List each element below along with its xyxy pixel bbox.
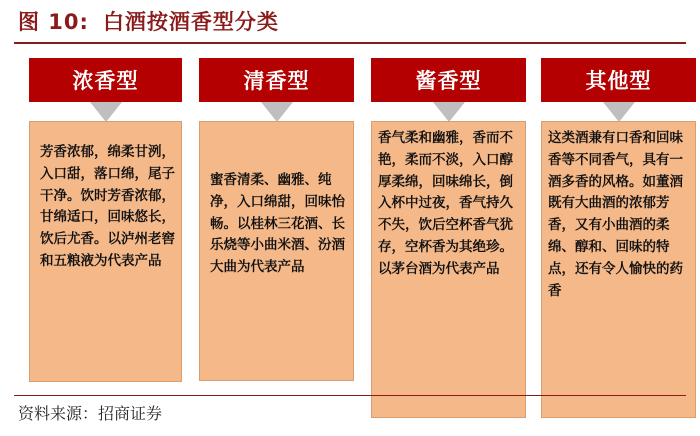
description-card: [199, 121, 354, 381]
column-header: 酱香型: [371, 58, 526, 102]
description-card: [29, 121, 182, 382]
down-arrow-icon: [603, 102, 635, 122]
down-arrow-icon: [433, 102, 465, 122]
source-note: 资料来源：招商证券: [18, 404, 163, 423]
description-text: 蜜香清柔、幽雅、纯净，入口绵甜，回味怡畅。以桂林三花酒、长乐烧等小曲米酒、汾酒大曲为代表产品: [210, 172, 345, 276]
description-text: 香气柔和幽雅，香而不艳，柔而不淡，入口醇厚柔绵，回味绵长，倒入杯中过夜，香气持久不失，饮后空杯香气犹存，空杯香为其绝珍。以茅台酒为代表产品: [378, 130, 513, 277]
down-arrow-icon: [261, 102, 293, 122]
column-header: 清香型: [199, 58, 354, 102]
column-jiangxiang: [371, 58, 526, 277]
column-nongxiang: [29, 58, 182, 269]
description-text: 这类酒兼有口香和回味香等不同香气，具有一酒多香的风格。如董酒既有大曲酒的浓郁芳香，又有小曲酒的柔绵、醇和、回味的特点，还有令人愉快的药香: [548, 130, 683, 299]
source-divider: [14, 395, 686, 396]
title-divider: [14, 42, 686, 44]
description-text: 芳香浓郁，绵柔甘洌，入口甜，落口绵，尾子干净。饮时芳香浓郁，甘绵适口，回味悠长，饮后尤香。以泸州老窖和五粮液为代表产品: [40, 144, 175, 269]
column-qingxiang: [199, 58, 354, 276]
description-card: [541, 121, 696, 418]
figure-title-text: 白酒按酒香型分类: [102, 10, 279, 34]
figure-title: [18, 6, 279, 36]
column-header: 浓香型: [29, 58, 182, 102]
figure-label: 图 10:: [18, 10, 89, 34]
description-card: [371, 121, 526, 418]
column-header: 其他型: [541, 58, 696, 102]
column-other: [541, 58, 696, 299]
down-arrow-icon: [90, 102, 122, 122]
